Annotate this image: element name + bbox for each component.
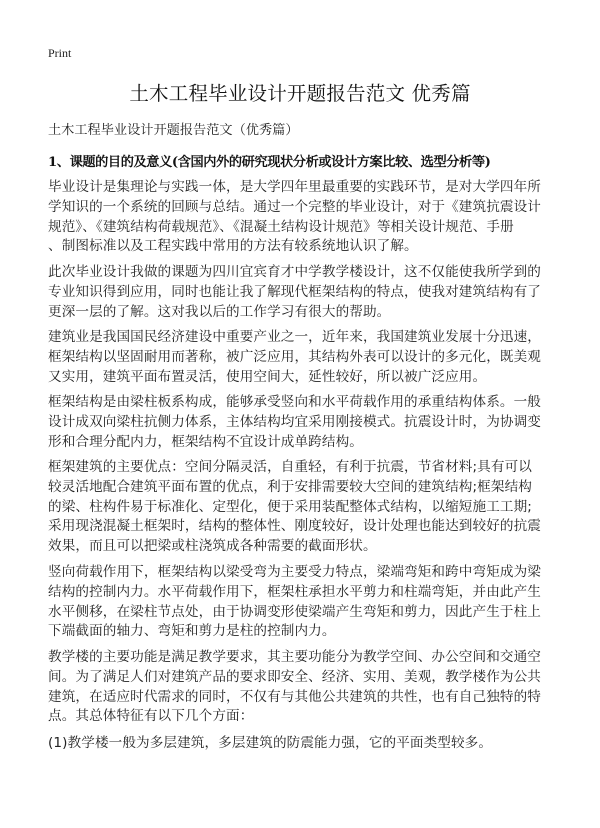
paragraph-line: 毕业设计是集理论与实践一体，是大学四年里最重要的实践环节，是对大学四年所 [48,179,541,195]
paragraph-line: 水平侧移，在梁柱节点处，由于协调变形使梁端产生弯矩和剪力，因此产生于柱上 [48,603,541,620]
paragraph-line: 专业知识得到应用，同时也能让我了解现代框架结构的特点，使我对建筑结构有了 [48,283,541,300]
paragraph-line: 又实用，建筑平面布置灵活，使用空间大，延性较好，所以被广泛应用。 [48,368,487,385]
paragraph-1 [48,178,558,257]
paragraph-line: 此次毕业设计我做的课题为四川宜宾育才中学教学楼设计，这不仅能使我所学到的 [48,264,541,280]
print-label[interactable]: Print [48,46,72,60]
paragraph-6 [48,563,558,642]
paragraph-5 [48,458,558,557]
paragraph-line: 结构的控制内力。水平荷载作用下，框架柱承担水平剪力和柱端弯矩，并由此产生 [48,583,541,600]
paragraph-line: (1)教学楼一般为多层建筑，多层建筑的防震能力强，它的平面类型较多。 [48,735,493,751]
paragraph-line: 学知识的一个系统的回顾与总结。通过一个完整的毕业设计，对于《建筑抗震设计 [48,198,541,215]
paragraph-line: 教学楼的主要功能是满足教学要求，其主要功能分为教学空间、办公空间和交通空 [48,649,541,665]
document-title: 土木工程毕业设计开题报告范文 优秀篇 [129,82,471,105]
paragraph-line: 框架结构是由梁柱板系构成，能够承受竖向和水平荷载作用的承重结构体系。一般 [48,394,541,410]
paragraph-line: 建筑业是我国国民经济建设中重要产业之一，近年来，我国建筑业发展十分迅速， [48,329,541,345]
paragraph-line: 设计成双向梁柱抗侧力体系，主体结构均宜采用刚接模式。抗震设计时，为协调变 [48,413,541,430]
paragraph-line: 采用现浇混凝土框架时，结构的整体性、刚度较好，设计处理也能达到较好的抗震 [48,518,541,535]
paragraph-line: 效果，而且可以把梁或柱浇筑成各种需要的截面形状。 [48,538,377,555]
paragraph-line: 的梁、柱构件易于标准化、定型化，便于采用装配整体式结构，以缩短施工工期; [48,498,532,515]
paragraph-line: 间。为了满足人们对建筑产品的要求即安全、经济、实用、美观，教学楼作为公共 [48,668,541,685]
paragraph-8 [48,734,558,754]
paragraph-line: 竖向荷载作用下，框架结构以梁受弯为主要受力特点，梁端弯矩和跨中弯矩成为梁 [48,564,541,580]
paragraph-line: 规范》、《建筑结构荷载规范》、《混凝土结构设计规范》等相关设计规范、手册 [48,218,514,235]
paragraph-line: 、制图标准以及工程实践中常用的方法有较系统地认识了解。 [48,238,418,255]
paragraph-line: 更深一层的了解。这对我以后的工作学习有很大的帮助。 [48,303,391,320]
paragraph-line: 下端截面的轴力、弯矩和剪力是柱的控制内力。 [48,623,336,640]
paragraph-4 [48,393,558,452]
paragraph-2 [48,263,558,322]
paragraph-line: 建筑，在适应时代需求的同时，不仅有与其他公共建筑的共性，也有自己独特的特 [48,688,541,705]
paragraph-line: 较灵活地配合建筑平面布置的优点，利于安排需要较大空间的建筑结构;框架结构 [48,478,532,495]
paragraph-line: 框架建筑的主要优点：空间分隔灵活，自重轻，有利于抗震，节省材料;具有可以 [48,459,532,475]
paragraph-3 [48,328,558,387]
document-subtitle: 土木工程毕业设计开题报告范文（优秀篇） [48,123,299,138]
paragraph-7 [48,648,558,727]
paragraph-line: 框架结构以坚固耐用而著称，被广泛应用，其结构外表可以设计的多元化，既美观 [48,348,541,365]
section-heading: 1、课题的目的及意义(含国内外的研究现状分析或设计方案比较、选型分析等) [48,155,491,170]
paragraph-line: 点。其总体特征有以下几个方面： [48,708,254,725]
paragraph-line: 形和合理分配内力，框架结构不宜设计成单跨结构。 [48,433,363,450]
